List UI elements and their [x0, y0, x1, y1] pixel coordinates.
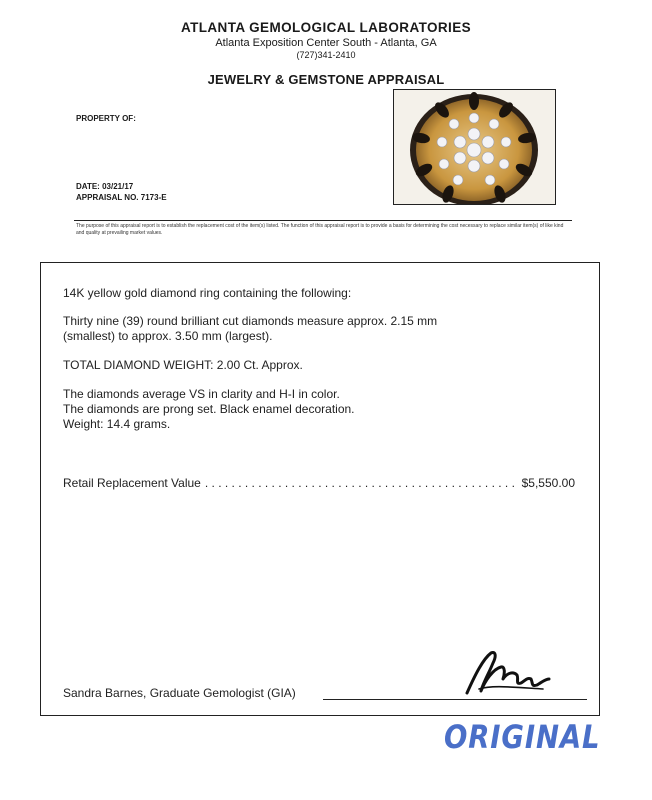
- date-value: 03/21/17: [102, 182, 134, 191]
- total-diamond-weight: TOTAL DIAMOND WEIGHT: 2.00 Ct. Approx.: [63, 358, 303, 372]
- leader-dots: [205, 476, 518, 490]
- document-title: JEWELRY & GEMSTONE APPRAISAL: [207, 72, 445, 87]
- appraisal-number-value: 7173-E: [140, 193, 167, 202]
- diamond-description: [63, 314, 437, 344]
- organization-address: Atlanta Exposition Center South - Atlanta, GA: [215, 37, 437, 49]
- quality-line: Weight: 14.4 grams.: [63, 417, 171, 431]
- original-stamp: ORIGINAL: [444, 718, 601, 756]
- handwritten-signature: [461, 645, 553, 701]
- organization-name: ATLANTA GEMOLOGICAL LABORATORIES: [180, 20, 472, 35]
- diamond-ring-photo-icon: [394, 90, 555, 204]
- organization-phone: (727)341-2410: [296, 50, 356, 60]
- ring-photo: [393, 89, 556, 205]
- appraisal-number-field: [76, 193, 167, 202]
- replacement-value-label: Retail Replacement Value: [63, 476, 201, 490]
- quality-line: The diamonds are prong set. Black enamel decoration.: [63, 402, 355, 416]
- purpose-statement: The purpose of this appraisal report is to establish the replacement cost of the item(s) listed. The function of this appraisal report is to provide a basis for determining the cost necessary to replace similar item(s) of like kind and quality at prevailing market values.: [76, 223, 564, 236]
- quality-line: The diamonds average VS in clarity and H-I in color.: [63, 387, 340, 401]
- appraisal-number-label: APPRAISAL NO.: [76, 193, 139, 202]
- property-of-label: PROPERTY OF:: [76, 114, 136, 123]
- appraisal-details-box: [40, 262, 600, 716]
- header-divider: [74, 220, 572, 221]
- replacement-value-amount: $5,550.00: [521, 476, 575, 490]
- item-description: 14K yellow gold diamond ring containing the following:: [63, 286, 352, 300]
- date-field: [76, 182, 133, 191]
- diamond-description-line: (smallest) to approx. 3.50 mm (largest).: [63, 329, 273, 343]
- date-label: DATE:: [76, 182, 100, 191]
- signature-line: [323, 699, 587, 700]
- signer-name: Sandra Barnes, Graduate Gemologist (GIA): [63, 686, 296, 700]
- replacement-value-row: [63, 476, 575, 490]
- quality-description: [63, 387, 355, 432]
- letterhead: [0, 20, 652, 87]
- diamond-description-line: Thirty nine (39) round brilliant cut diamonds measure approx. 2.15 mm: [63, 314, 438, 328]
